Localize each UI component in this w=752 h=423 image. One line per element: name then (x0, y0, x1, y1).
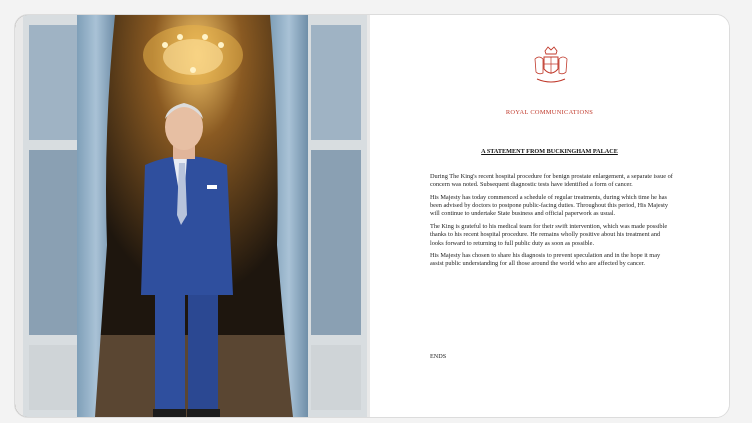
statement-paragraph: During The King's recent hospital procedure for benign prostate enlargement, a separate issue of concern was noted. Subsequent diagnostic tests have identified a form of cancer. (430, 173, 673, 189)
statement-paragraph: His Majesty has chosen to share his diagnosis to prevent speculation and in the hope it may assist public understanding for all those around the world who are affected by cancer. (430, 251, 661, 268)
statement-paragraph: The King is grateful to his medical team for their swift intervention, which was made possible thanks to his recent hospital procedure. He remains wholly positive about his treatment and looks forward to returning to full public duty as soon as possible. (430, 222, 668, 247)
portrait-illustration (15, 15, 370, 417)
chandelier (143, 25, 243, 85)
statement-body (430, 173, 675, 273)
statement-paragraph: His Majesty has today commenced a schedule of regular treatments, during which time he has been advised by doctors to postpone public-facing duties. Throughout this period, His Majesty will continue to undertake State business and official paperwork as usual. (430, 193, 669, 218)
statement-panel (370, 15, 729, 417)
organization-name: ROYAL COMMUNICATIONS (505, 109, 594, 116)
royal-coat-of-arms-icon (531, 45, 571, 87)
statement-closing: ENDS (430, 353, 447, 360)
statement-heading: A STATEMENT FROM BUCKINGHAM PALACE (481, 148, 618, 155)
portrait-photo (15, 15, 370, 417)
post-card (14, 14, 730, 418)
